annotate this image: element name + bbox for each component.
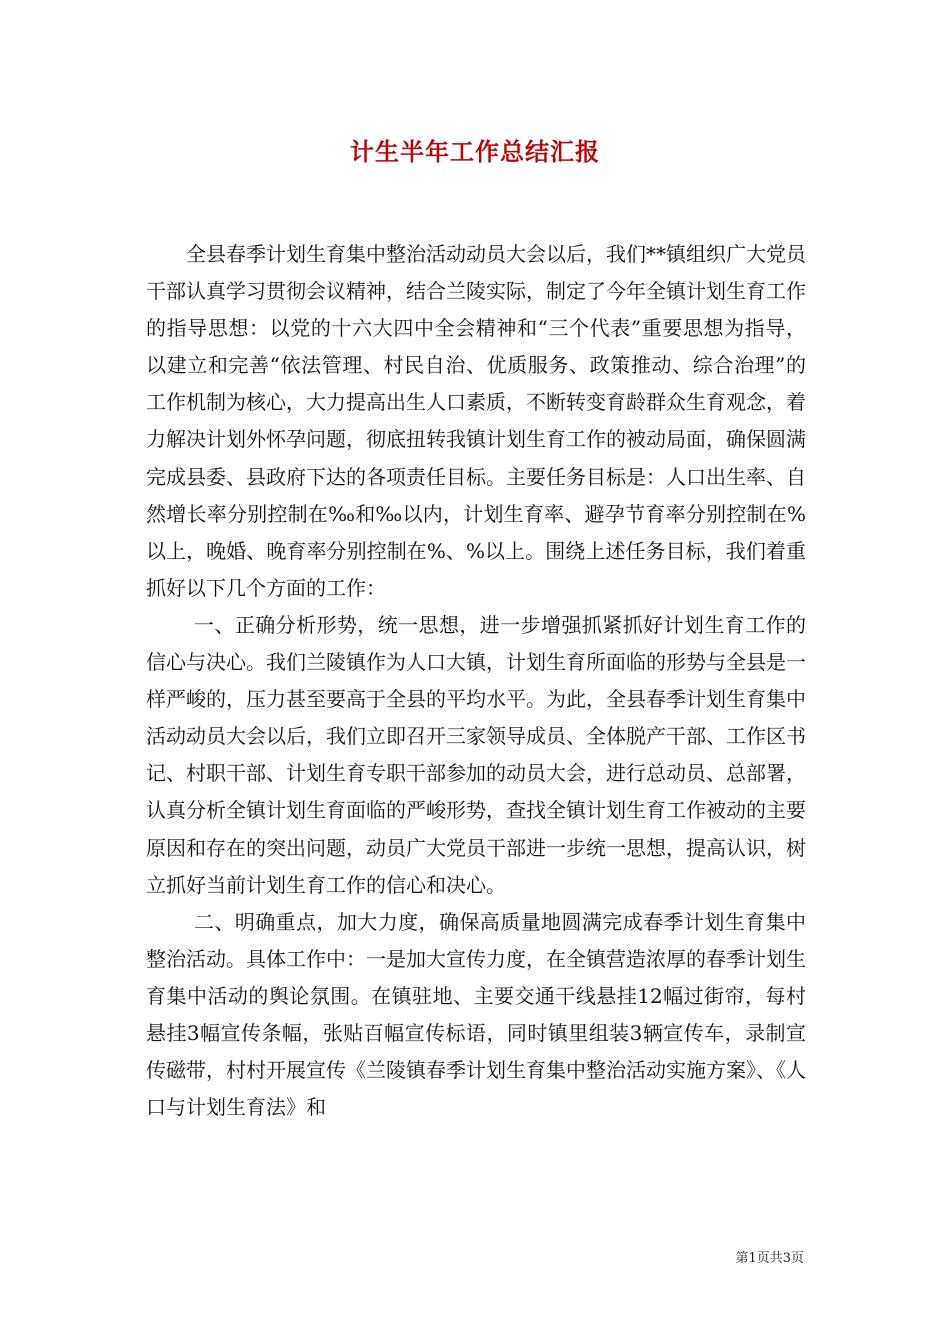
paragraph-intro: 全县春季计划生育集中整治活动动员大会以后，我们**镇组织广大党员干部认真学习贯彻会议精神，结合兰陵实际，制定了今年全镇计划生育工作的指导思想：以党的十六大四中全会精神和“三个代表”重要思想为指导，以建立和完善“依法管理、村民自治、优质服务、政策推动、综合治理”的工作机制为核心，大力提高出生人口素质，不断转变育龄群众生育观念，着力解决计划外怀孕问题，彻底扭转我镇计划生育工作的被动局面，确保圆满完成县委、县政府下达的各项责任目标。主要任务目标是：人口出生率、自然增长率分别控制在‰和‰以内，计划生育率、避孕节育率分别控制在%以上，晚婚、晚育率分别控制在%、%以上。围绕上述任务目标，我们着重抓好以下几个方面的工作： (146, 242, 806, 600)
document-body (146, 236, 806, 1126)
paragraph-section-one: 一、正确分析形势，统一思想，进一步增强抓紧抓好计划生育工作的信心与决心。我们兰陵镇作为人口大镇，计划生育所面临的形势与全县是一样严峻的，压力甚至要高于全县的平均水平。为此，全县春季计划生育集中活动动员大会以后，我们立即召开三家领导成员、全体脱产干部、工作区书记、村职干部、计划生育专职干部参加的动员大会，进行总动员、总部署，认真分析全镇计划生育面临的严峻形势，查找全镇计划生育工作被动的主要原因和存在的突出问题，动员广大党员干部进一步统一思想，提高认识，树立抓好当前计划生育工作的信心和决心。 (146, 612, 806, 897)
page-number-footer: 第1页共3页 (735, 1251, 804, 1266)
paragraph-section-two: 二、明确重点，加大力度，确保高质量地圆满完成春季计划生育集中整治活动。具体工作中：一是加大宣传力度，在全镇营造浓厚的春季计划生育集中活动的舆论氛围。在镇驻地、主要交通干线悬挂12幅过街帘，每村悬挂3幅宣传条幅，张贴百幅宣传标语，同时镇里组装3辆宣传车，录制宣传磁带，村村开展宣传《兰陵镇春季计划生育集中整治活动实施方案》、《人口与计划生育法》和 (146, 909, 806, 1120)
document-title: 计生半年工作总结汇报 (350, 137, 600, 166)
